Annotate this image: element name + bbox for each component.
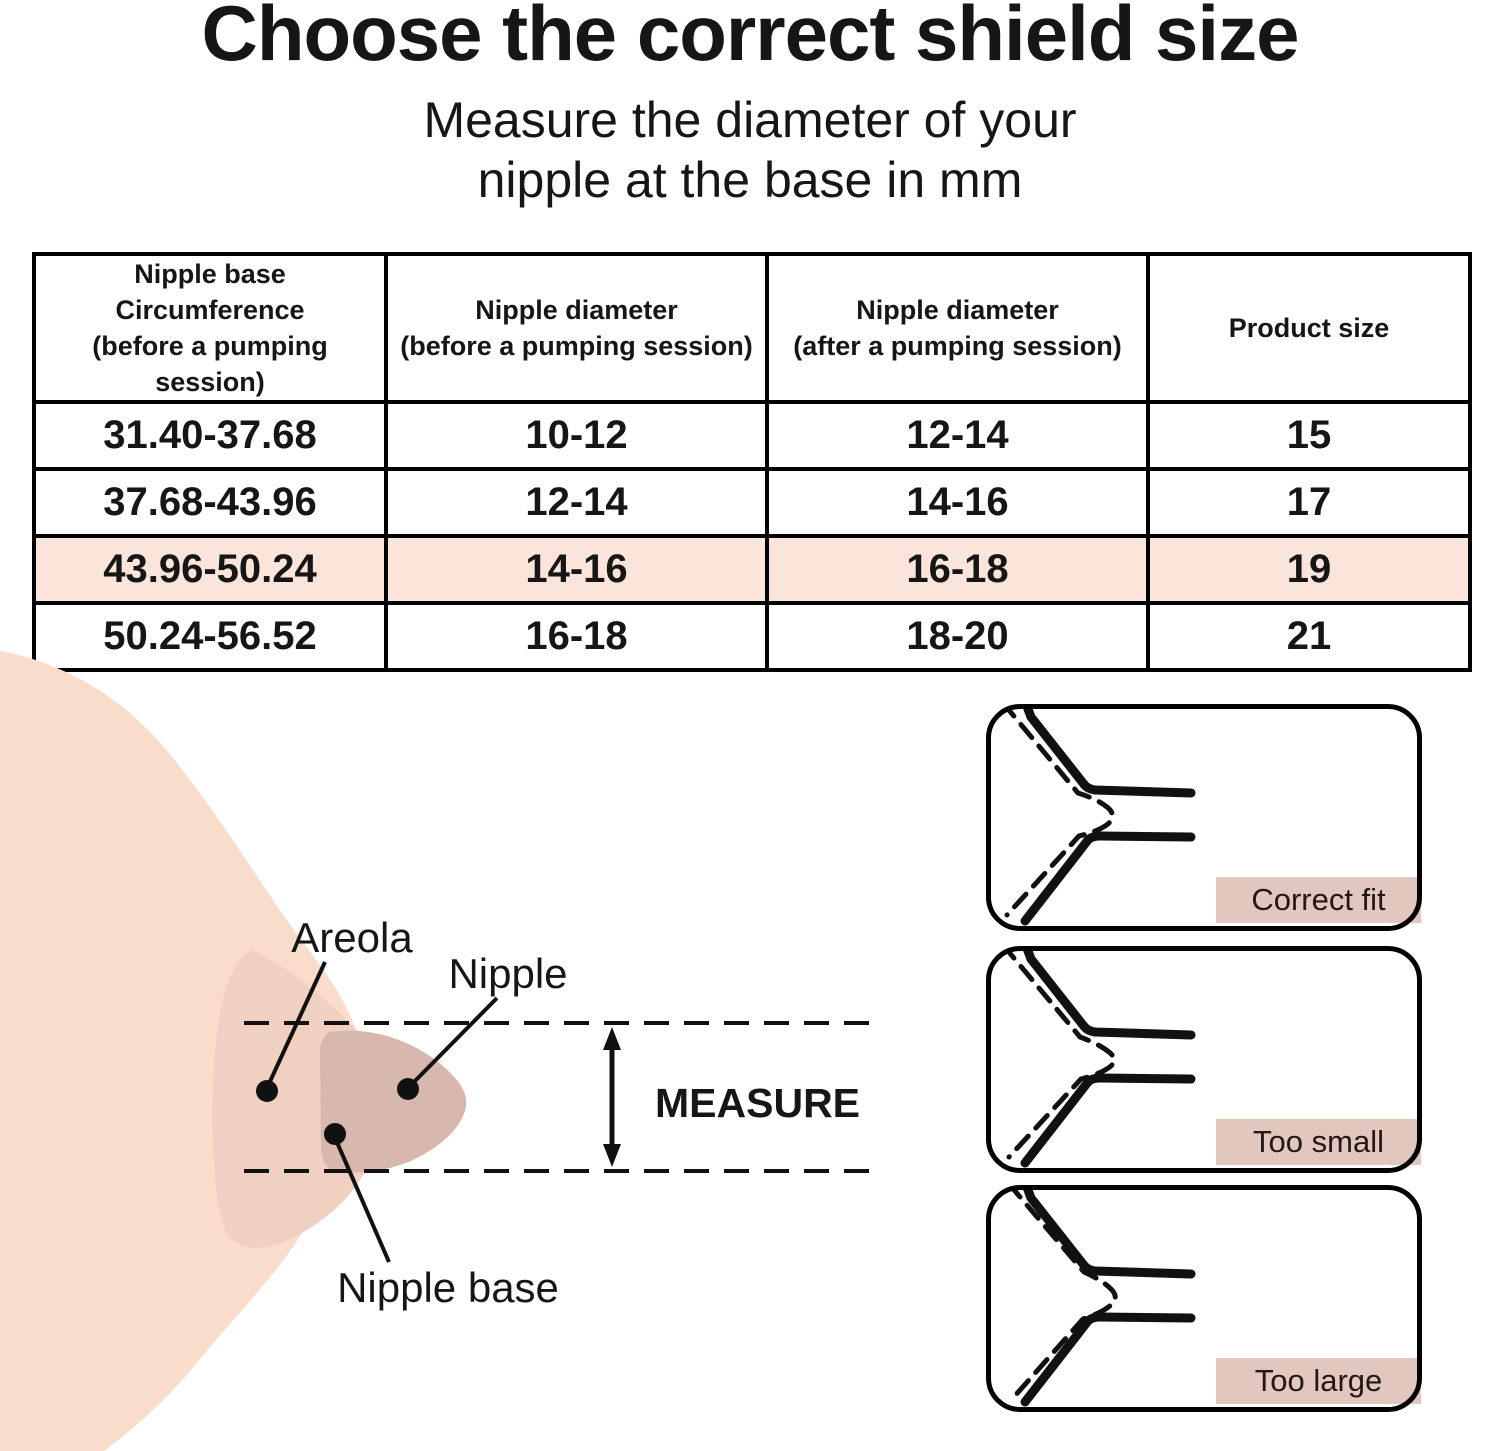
table-cell: 10-12 xyxy=(386,402,767,469)
shield-bottom-wall xyxy=(1025,836,1191,921)
areola-dot xyxy=(256,1080,278,1102)
table-cell: 19 xyxy=(1148,536,1470,603)
measure-label: MEASURE xyxy=(655,1080,861,1126)
size-table-head xyxy=(34,254,1470,402)
table-cell: 37.68-43.96 xyxy=(34,469,386,536)
table-header-cell: Product size xyxy=(1148,254,1470,402)
nipple-base-dot xyxy=(324,1123,346,1145)
measure-arrowhead-down xyxy=(603,1144,621,1167)
nipple-label: Nipple xyxy=(448,950,568,997)
table-cell: 12-14 xyxy=(386,469,767,536)
table-row xyxy=(34,536,1470,603)
fit-label-chip: Too small xyxy=(1216,1119,1421,1165)
areola-label: Areola xyxy=(291,914,413,961)
shield-bottom-wall xyxy=(1025,1078,1191,1163)
table-row xyxy=(34,402,1470,469)
nipple-base-label: Nipple base xyxy=(337,1264,559,1311)
nipple-dot xyxy=(397,1078,419,1100)
subtitle-line-1: Measure the diameter of your xyxy=(423,92,1077,148)
subtitle-line-2: nipple at the base in mm xyxy=(477,152,1023,208)
table-cell: 50.24-56.52 xyxy=(34,603,386,670)
table-cell: 14-16 xyxy=(767,469,1148,536)
table-header-cell: Nipple diameter (after a pumping session) xyxy=(767,254,1148,402)
table-cell: 18-20 xyxy=(767,603,1148,670)
table-cell: 21 xyxy=(1148,603,1470,670)
page-title: Choose the correct shield size xyxy=(201,0,1299,77)
table-header-cell: Nipple base Circumference (before a pumping session) xyxy=(34,254,386,402)
fit-box-too-large xyxy=(991,1190,1417,1407)
fit-box-too-small xyxy=(991,951,1417,1168)
table-header-cell: Nipple diameter (before a pumping session) xyxy=(386,254,767,402)
nipple-leader-line xyxy=(410,998,497,1086)
table-cell: 17 xyxy=(1148,469,1470,536)
size-table xyxy=(32,252,1472,672)
measure-arrowhead-up xyxy=(603,1027,621,1050)
table-cell: 16-18 xyxy=(767,536,1148,603)
page-subtitle xyxy=(0,90,1500,210)
table-cell: 16-18 xyxy=(386,603,767,670)
shield-top-wall xyxy=(1025,951,1191,1035)
shield-bottom-wall xyxy=(1025,1317,1191,1402)
size-table-body xyxy=(34,402,1470,670)
table-cell: 43.96-50.24 xyxy=(34,536,386,603)
table-cell: 31.40-37.68 xyxy=(34,402,386,469)
table-cell: 12-14 xyxy=(767,402,1148,469)
fit-label-chip: Too large xyxy=(1216,1358,1421,1404)
fit-label-chip: Correct fit xyxy=(1216,877,1421,923)
table-row xyxy=(34,469,1470,536)
nipple-outline-dashed xyxy=(1009,1190,1115,1398)
table-cell: 15 xyxy=(1148,402,1470,469)
fit-box-correct-fit xyxy=(991,709,1417,926)
measurement-diagram xyxy=(0,640,960,1451)
shield-top-wall xyxy=(1025,709,1191,793)
table-cell: 14-16 xyxy=(386,536,767,603)
